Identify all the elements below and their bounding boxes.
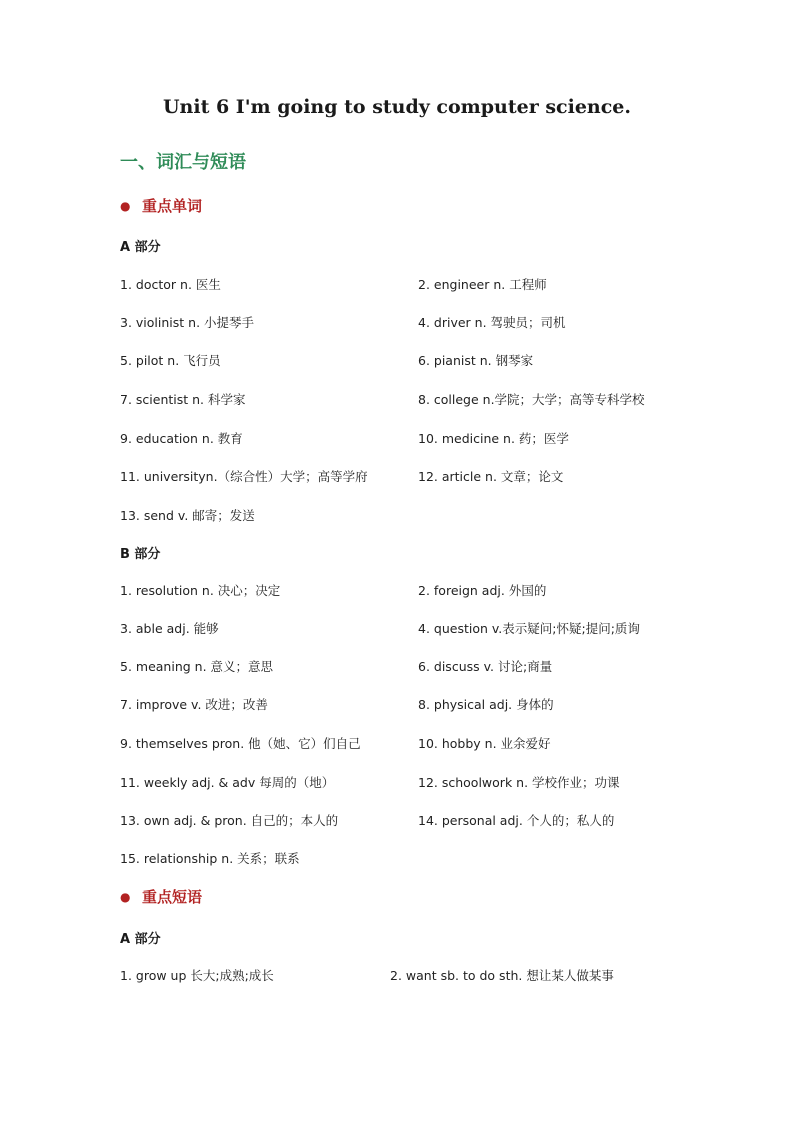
word-item: 8. physical adj. 身体的: [418, 697, 554, 712]
part-b-label: B 部分: [120, 547, 161, 562]
section-heading-vocabulary: 一、词汇与短语: [120, 152, 246, 173]
word-item: 11. weekly adj. & adv 每周的（地）: [120, 775, 335, 790]
word-row: [120, 313, 720, 333]
word-item: 2. foreign adj. 外国的: [418, 583, 547, 598]
word-item: 12. schoolwork n. 学校作业；功课: [418, 775, 620, 790]
subheading-key-phrases: [120, 886, 202, 907]
word-item: 7. improve v. 改进；改善: [120, 697, 268, 712]
word-item: 4. question v.表示疑问;怀疑;提问;质询: [418, 621, 640, 636]
word-row: [120, 734, 720, 754]
phrase-item: 2. want sb. to do sth. 想让某人做某事: [390, 968, 614, 983]
subheading-key-words-label: 重点单词: [142, 197, 203, 215]
word-row: [120, 657, 720, 677]
part-a-label: A 部分: [120, 240, 161, 255]
word-row: [120, 849, 720, 869]
phrase-item: 1. grow up 长大;成熟;成长: [120, 968, 274, 983]
word-row: [120, 506, 720, 526]
word-item: 2. engineer n. 工程师: [418, 277, 547, 292]
word-item: 9. themselves pron. 他（她、它）们自己: [120, 736, 361, 751]
word-item: 5. pilot n. 飞行员: [120, 353, 221, 368]
word-row: [120, 581, 720, 601]
word-item: 4. driver n. 驾驶员；司机: [418, 315, 566, 330]
word-row: [120, 467, 720, 487]
phrase-row: [120, 966, 720, 986]
word-item: 5. meaning n. 意义；意思: [120, 659, 274, 674]
subheading-key-words: [120, 195, 202, 216]
word-item: 1. doctor n. 医生: [120, 277, 221, 292]
word-item: 9. education n. 教育: [120, 431, 243, 446]
word-item: 8. college n.学院；大学；高等专科学校: [418, 392, 645, 407]
word-item: 12. article n. 文章；论文: [418, 469, 564, 484]
word-item: 15. relationship n. 关系；联系: [120, 851, 300, 866]
word-row: [120, 390, 720, 410]
bullet-icon: ●: [120, 199, 131, 213]
word-item: 10. hobby n. 业余爱好: [418, 736, 551, 751]
word-item: 3. violinist n. 小提琴手: [120, 315, 255, 330]
phrases-part-a-label: A 部分: [120, 932, 161, 947]
word-row: [120, 773, 720, 793]
word-item: 13. send v. 邮寄；发送: [120, 508, 255, 523]
word-item: 6. discuss v. 讨论;商量: [418, 659, 553, 674]
word-row: [120, 695, 720, 715]
word-item: 13. own adj. & pron. 自己的；本人的: [120, 813, 339, 828]
page-title: Unit 6 I'm going to study computer science.: [162, 96, 632, 118]
word-item: 6. pianist n. 钢琴家: [418, 353, 534, 368]
word-row: [120, 351, 720, 371]
word-item: 11. universityn.（综合性）大学；高等学府: [120, 469, 368, 484]
word-item: 14. personal adj. 个人的；私人的: [418, 813, 615, 828]
word-item: 10. medicine n. 药；医学: [418, 431, 569, 446]
word-item: 7. scientist n. 科学家: [120, 392, 246, 407]
subheading-key-phrases-label: 重点短语: [142, 888, 203, 906]
bullet-icon: ●: [120, 890, 131, 904]
word-item: 3. able adj. 能够: [120, 621, 219, 636]
word-row: [120, 275, 720, 295]
word-row: [120, 619, 720, 639]
word-row: [120, 429, 720, 449]
word-item: 1. resolution n. 决心；决定: [120, 583, 281, 598]
word-row: [120, 811, 720, 831]
